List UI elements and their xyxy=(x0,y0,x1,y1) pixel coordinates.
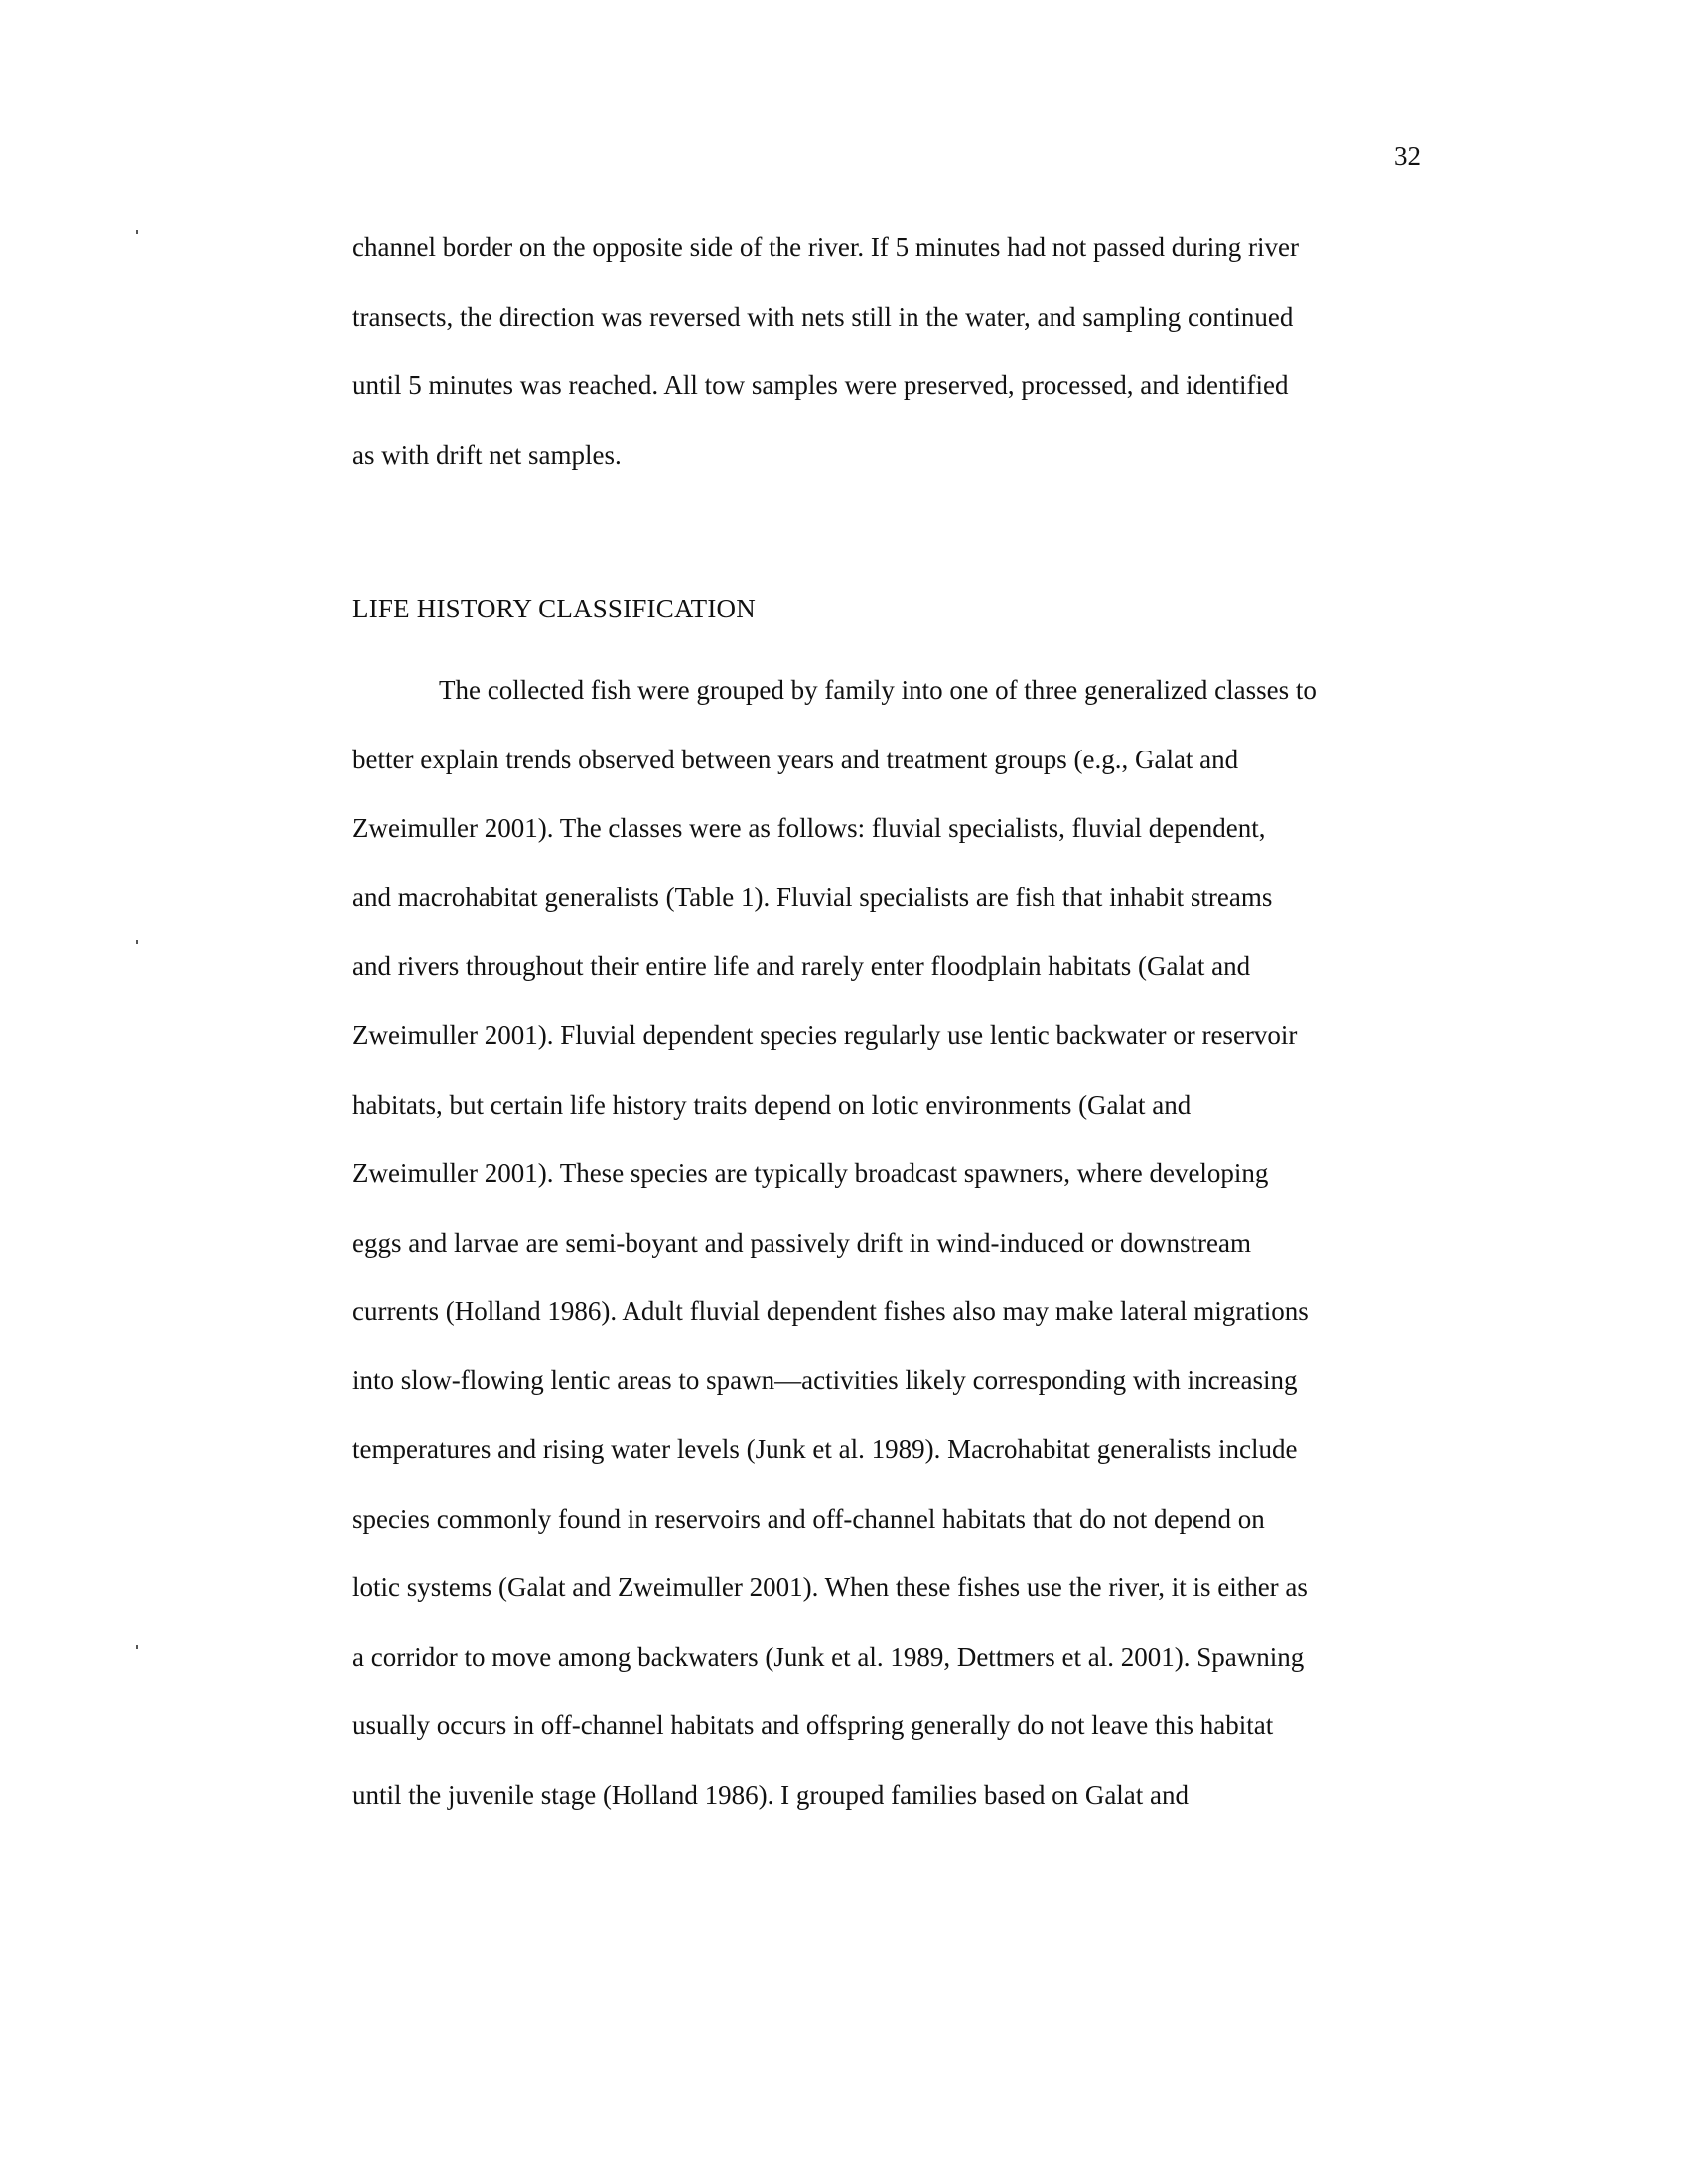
paragraph-line: currents (Holland 1986). Adult fluvial dependent fishes also may make lateral migrations xyxy=(352,1297,1309,1326)
paragraph-line: into slow-flowing lentic areas to spawn—activities likely corresponding with increasing xyxy=(352,1365,1298,1395)
paragraph-line: channel border on the opposite side of the river. If 5 minutes had not passed during river xyxy=(352,232,1300,262)
scan-speck xyxy=(136,1645,138,1649)
paragraph-line: Zweimuller 2001). These species are typically broadcast spawners, where developing xyxy=(352,1159,1269,1188)
paragraph-line: temperatures and rising water levels (Junk et al. 1989). Macrohabitat generalists include xyxy=(352,1434,1298,1464)
paragraph-line: as with drift net samples. xyxy=(352,440,622,470)
paragraph-line: species commonly found in reservoirs and off-channel habitats that do not depend on xyxy=(352,1504,1265,1534)
paragraph-line: Zweimuller 2001). Fluvial dependent species regularly use lentic backwater or reservoir xyxy=(352,1021,1298,1050)
paragraph-line: usually occurs in off-channel habitats and offspring generally do not leave this habitat xyxy=(352,1710,1274,1740)
scan-speck xyxy=(136,940,138,944)
paragraph-line: a corridor to move among backwaters (Junk et al. 1989, Dettmers et al. 2001). Spawning xyxy=(352,1642,1305,1672)
paragraph-line: until 5 minutes was reached. All tow samples were preserved, processed, and identified xyxy=(352,370,1289,400)
scan-speck xyxy=(136,230,138,234)
page-number: 32 xyxy=(1394,141,1421,171)
paragraph-line: Zweimuller 2001). The classes were as follows: fluvial specialists, fluvial dependent, xyxy=(352,813,1266,843)
paragraph-line: and rivers throughout their entire life and rarely enter floodplain habitats (Galat and xyxy=(352,951,1251,981)
section-heading: LIFE HISTORY CLASSIFICATION xyxy=(352,594,756,623)
paragraph-line: habitats, but certain life history traits depend on lotic environments (Galat and xyxy=(352,1090,1192,1120)
paragraph-line: transects, the direction was reversed with nets still in the water, and sampling continued xyxy=(352,302,1294,332)
paragraph-line: until the juvenile stage (Holland 1986). I grouped families based on Galat and xyxy=(352,1780,1190,1810)
paragraph-line: better explain trends observed between years and treatment groups (e.g., Galat and xyxy=(352,745,1239,774)
paragraph-line: eggs and larvae are semi-boyant and passively drift in wind-induced or downstream xyxy=(352,1228,1251,1258)
paragraph-line: The collected fish were grouped by family into one of three generalized classes to xyxy=(439,675,1317,705)
paragraph-line: and macrohabitat generalists (Table 1). Fluvial specialists are fish that inhabit streams xyxy=(352,883,1273,912)
paragraph-line: lotic systems (Galat and Zweimuller 2001). When these fishes use the river, it is either as xyxy=(352,1572,1308,1602)
